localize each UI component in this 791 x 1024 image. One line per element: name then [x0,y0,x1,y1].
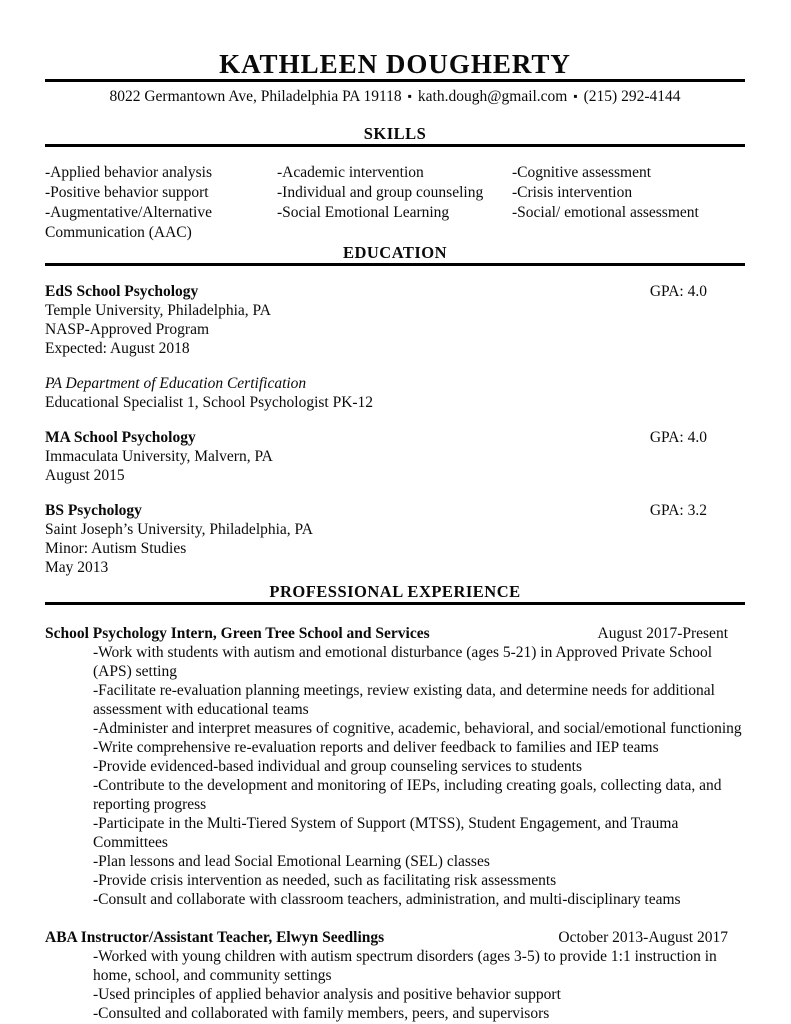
bullet-item: -Plan lessons and lead Social Emotional Learning (SEL) classes [93,853,490,870]
education-entry [45,501,745,577]
candidate-name: KATHLEEN DOUGHERTY [219,49,571,79]
skill-item: -Crisis intervention [512,184,633,201]
education-detail-line: Temple University, Philadelphia, PA [45,302,271,319]
skills-column-1 [45,163,277,243]
bullet-item: -Work with students with autism and emotional disturbance (ages 5-21) in Approved Private School (APS) setting [93,644,713,680]
section-title-education: EDUCATION [342,243,448,262]
education-entry [45,374,745,412]
gpa-value: GPA: 4.0 [649,429,707,446]
header-rule [45,79,745,82]
degree-title: MA School Psychology [45,429,196,446]
skill-item: -Positive behavior support [45,184,209,201]
contact-address: 8022 Germantown Ave, Philadelphia PA 19118 [109,88,402,105]
degree-title: EdS School Psychology [45,283,199,300]
education-detail-line: August 2015 [45,467,125,484]
bullet-item: -Facilitate re-evaluation planning meetings, review existing data, and determine needs for additional assessment with educational teams [93,682,715,718]
skills-rule [45,144,745,147]
education-detail-line: May 2013 [45,559,109,576]
bullet-item: -Administer and interpret measures of cognitive, academic, behavioral, and social/emotional functioning [93,720,742,737]
education-entry [45,428,745,485]
job-title: School Psychology Intern, Green Tree School and Services [45,625,430,642]
gpa-value: GPA: 4.0 [649,283,707,300]
contact-email: kath.dough@gmail.com [417,88,568,105]
skill-item: -Augmentative/Alternative Communication (AAC) [45,204,212,241]
education-entry-head [45,501,745,520]
experience-rule [45,602,745,605]
education-detail-line: Educational Specialist 1, School Psychologist PK-12 [45,394,374,411]
skill-item: -Academic intervention [277,164,424,181]
education-detail-line: Immaculata University, Malvern, PA [45,448,273,465]
education-detail-line: Saint Joseph’s University, Philadelphia, PA [45,521,313,538]
section-title-experience: PROFESSIONAL EXPERIENCE [269,582,521,601]
education-entry-head [45,282,745,301]
bullet-item: -Contribute to the development and monitoring of IEPs, including creating goals, collecting data, and reporting progress [93,777,722,813]
job-dates: August 2017-Present [597,625,728,642]
job-entry [45,624,745,909]
job-bullets [93,643,745,909]
bullet-item: -Write comprehensive re-evaluation reports and deliver feedback to families and IEP teams [93,739,659,756]
contact-line [45,87,745,106]
section-title-skills: SKILLS [363,124,427,143]
degree-title: BS Psychology [45,502,142,519]
bullet-item: -Provide evidenced-based individual and group counseling services to students [93,758,582,775]
education-detail-line: Expected: August 2018 [45,340,190,357]
skills-columns [45,163,745,243]
education-detail-line: NASP-Approved Program [45,321,210,338]
education-rule [45,263,745,266]
skills-column-2 [277,163,512,243]
bullet-item: -Consult and collaborate with classroom teachers, administration, and multi-disciplinary teams [93,891,681,908]
job-head [45,624,745,643]
job-entry [45,928,745,1023]
skill-item: -Individual and group counseling [277,184,484,201]
experience-section [45,624,745,1023]
contact-separator: ▪ [407,89,412,103]
bullet-item: -Worked with young children with autism spectrum disorders (ages 3-5) to provide 1:1 instruction in home, school, and community settings [93,948,717,984]
contact-separator: ▪ [573,89,578,103]
gpa-value: GPA: 3.2 [649,502,707,519]
education-entry-head [45,428,745,447]
skills-column-3 [512,163,745,243]
education-detail-line: Minor: Autism Studies [45,540,187,557]
job-bullets [93,947,745,1023]
skill-item: -Social Emotional Learning [277,204,450,221]
education-entry-head [45,374,745,393]
bullet-item: -Participate in the Multi-Tiered System of Support (MTSS), Student Engagement, and Trauma Committees [93,815,679,851]
job-head [45,928,745,947]
certification-title: PA Department of Education Certification [45,375,307,392]
bullet-item: -Provide crisis intervention as needed, such as facilitating risk assessments [93,872,557,889]
education-entry [45,282,745,358]
skill-item: -Applied behavior analysis [45,164,213,181]
contact-phone: (215) 292-4144 [583,88,681,105]
job-dates: October 2013-August 2017 [558,929,728,946]
skill-item: -Cognitive assessment [512,164,652,181]
skill-item: -Social/ emotional assessment [512,204,699,221]
job-title: ABA Instructor/Assistant Teacher, Elwyn Seedlings [45,929,385,946]
bullet-item: -Used principles of applied behavior analysis and positive behavior support [93,986,561,1003]
bullet-item: -Consulted and collaborated with family members, peers, and supervisors [93,1005,550,1022]
education-section [45,282,745,577]
